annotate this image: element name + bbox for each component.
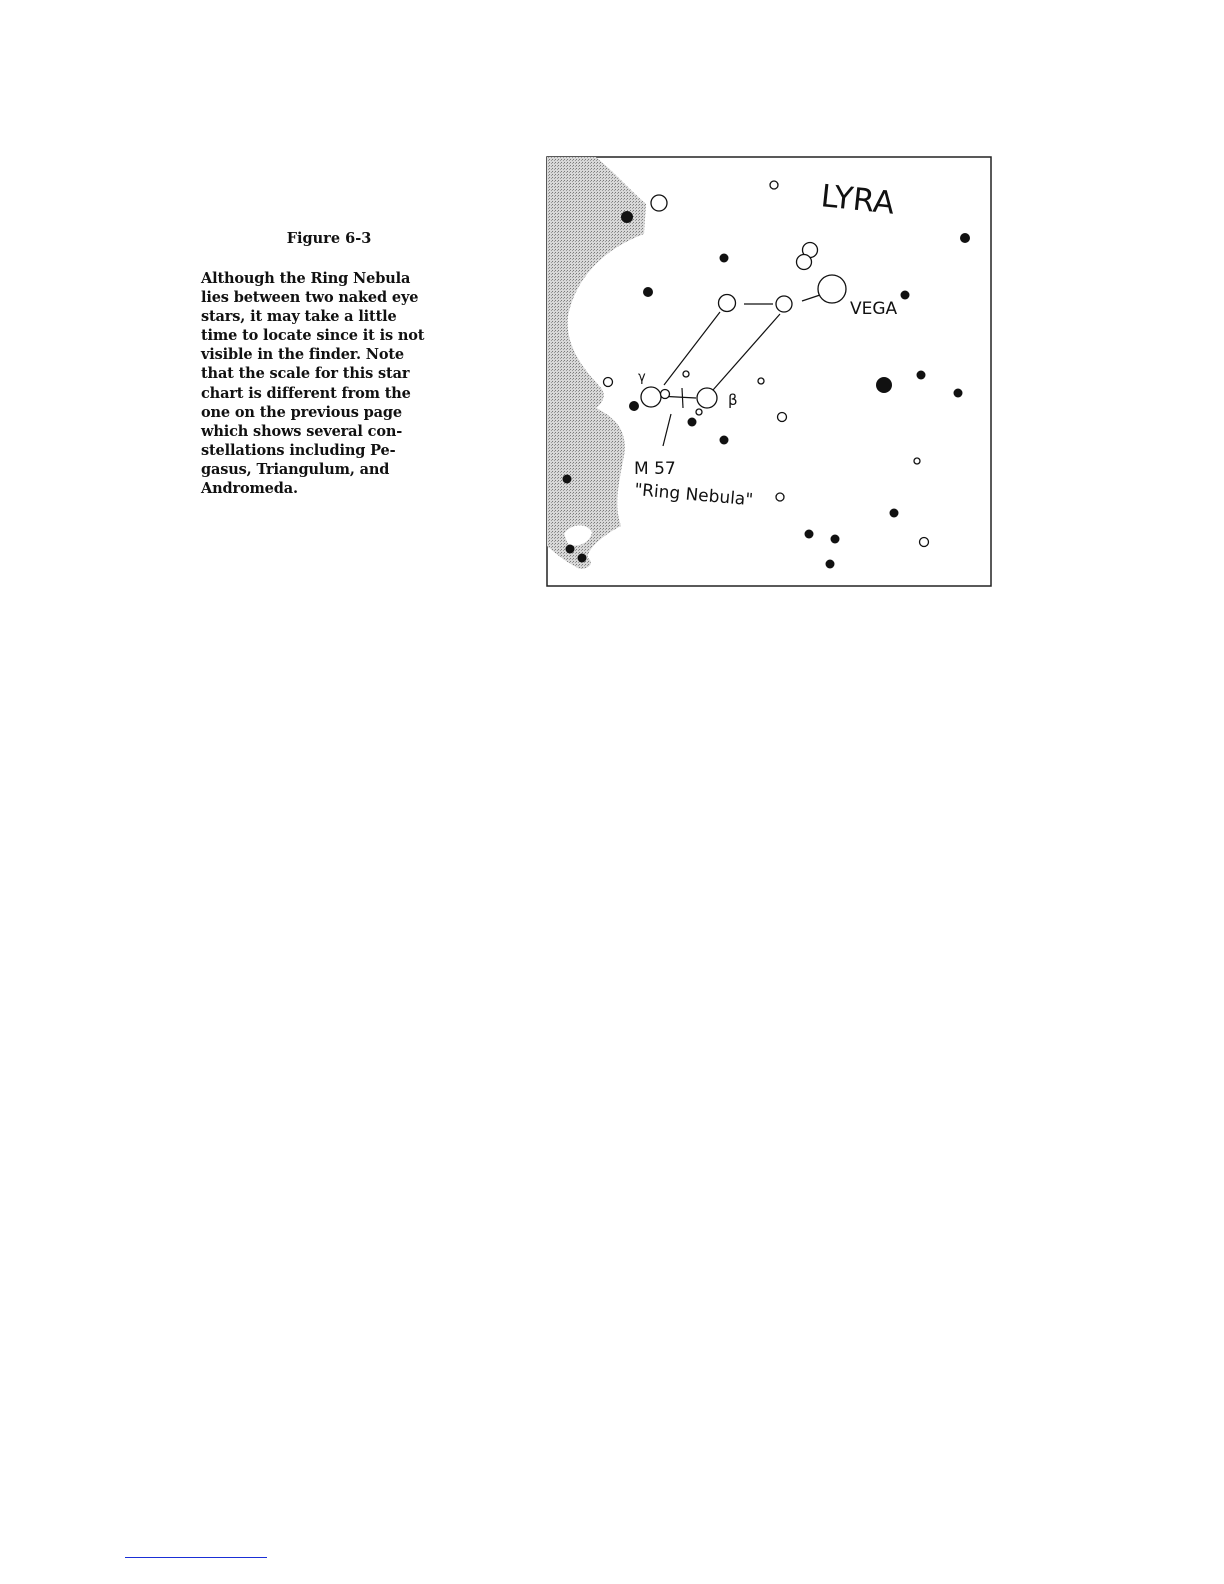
- star-filled: [826, 560, 835, 569]
- star-open: [683, 371, 689, 377]
- figure-caption: [201, 230, 451, 498]
- gamma-star: [641, 387, 661, 407]
- star-open: [914, 458, 920, 464]
- star-between: [661, 390, 670, 399]
- caption-line: which shows several con-: [201, 422, 403, 440]
- caption-line: that the scale for this star: [201, 365, 410, 383]
- star-open: [778, 413, 787, 422]
- figure-title: Figure 6-3: [286, 230, 372, 247]
- epsilon-star-b: [797, 255, 812, 270]
- caption-line: time to locate since it is not: [201, 327, 425, 345]
- star-open: [651, 195, 667, 211]
- caption-line: Andromeda.: [201, 480, 298, 498]
- footnote-rule: [125, 1557, 267, 1558]
- nebula-label-name: "Ring Nebula": [633, 480, 754, 511]
- vega-label: VEGA: [850, 299, 898, 319]
- star-filled: [805, 530, 814, 539]
- delta-star: [719, 295, 736, 312]
- star-filled: [643, 287, 653, 297]
- star-chart: [546, 156, 992, 587]
- caption-line: one on the previous page: [201, 403, 402, 421]
- star-filled: [578, 554, 587, 563]
- caption-text: [201, 269, 451, 498]
- zeta-star: [776, 296, 792, 312]
- star-open: [920, 538, 929, 547]
- nebula-label-m57: M 57: [634, 459, 676, 479]
- star-open: [696, 409, 702, 415]
- star-filled: [720, 254, 729, 263]
- constellation-label: LYRA: [819, 178, 897, 222]
- star-filled: [917, 371, 926, 380]
- star-chart-svg: [546, 156, 992, 587]
- star-open: [604, 378, 613, 387]
- caption-line: visible in the finder. Note: [201, 346, 404, 364]
- star-filled: [621, 211, 633, 223]
- star-open: [776, 493, 784, 501]
- beta-star: [697, 388, 717, 408]
- star-filled: [960, 233, 970, 243]
- star-filled: [890, 509, 899, 518]
- caption-line: stellations including Pe-: [201, 441, 396, 459]
- caption-line: gasus, Triangulum, and: [201, 460, 390, 478]
- star-open: [770, 181, 778, 189]
- star-filled: [954, 389, 963, 398]
- star-filled: [566, 545, 575, 554]
- gamma-label: γ: [638, 370, 646, 385]
- caption-line: Although the Ring Nebula: [201, 270, 411, 287]
- vega-star: [818, 275, 846, 303]
- star-filled: [876, 377, 892, 393]
- star-filled: [563, 475, 572, 484]
- caption-line: stars, it may take a little: [201, 308, 397, 326]
- star-filled: [831, 535, 840, 544]
- caption-line: chart is different from the: [201, 384, 411, 402]
- beta-label: β: [728, 391, 738, 409]
- caption-line: lies between two naked eye: [201, 289, 419, 307]
- star-filled: [720, 436, 729, 445]
- star-filled: [629, 401, 639, 411]
- star-open: [758, 378, 764, 384]
- star-filled: [688, 418, 697, 427]
- star-filled: [901, 291, 910, 300]
